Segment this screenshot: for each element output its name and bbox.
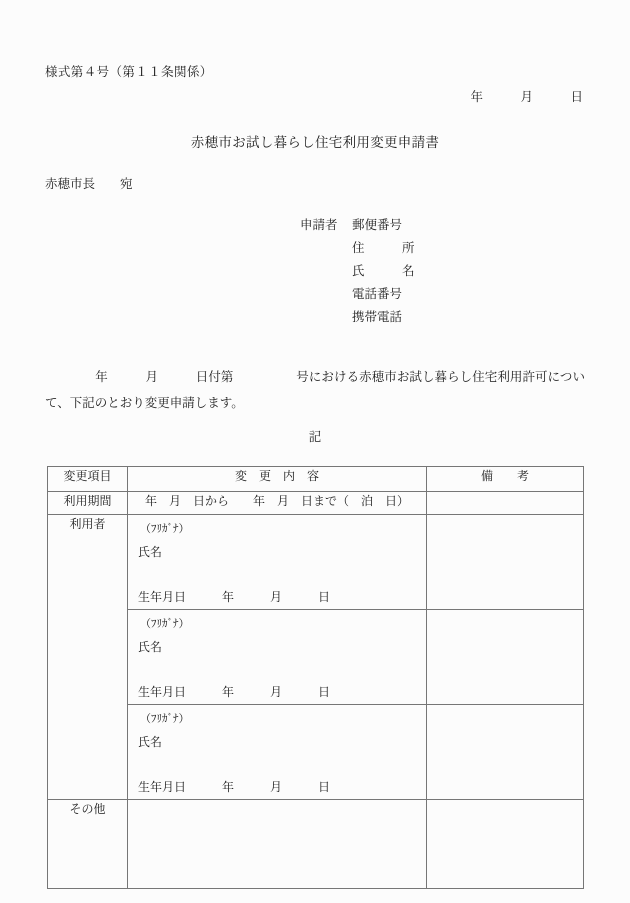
user-block-3[interactable] — [128, 705, 427, 800]
user-block-1[interactable] — [128, 515, 427, 610]
user-3-name-label: 氏名 — [138, 735, 163, 749]
user-block-2[interactable] — [128, 610, 427, 705]
table-row-users — [48, 515, 584, 610]
applicant-block — [300, 214, 415, 329]
page-title: 赤穂市お試し暮らし住宅利用変更申請書 — [190, 135, 440, 150]
applicant-label-spacer — [300, 306, 352, 329]
usage-period-detail[interactable]: 年 月 日から 年 月 日まで（ 泊 日） — [128, 492, 427, 515]
body-paragraph: 年 月 日付第 号における赤穂市お試し暮らし住宅利用許可について、下記のとおり変更申請します。 — [45, 370, 585, 410]
table-row-users — [48, 610, 584, 705]
applicant-row-address — [300, 237, 415, 260]
change-details-table — [47, 466, 584, 889]
usage-period-label: 利用期間 — [48, 492, 128, 515]
other-note[interactable] — [427, 800, 584, 889]
table-row-usage-period — [48, 492, 584, 515]
applicant-field-mobile: 携帯電話 — [352, 310, 403, 324]
user-3-furigana-label: （ﾌﾘｶﾞﾅ） — [140, 713, 190, 725]
user-2-furigana-label: （ﾌﾘｶﾞﾅ） — [140, 618, 190, 630]
user-1-furigana-label: （ﾌﾘｶﾞﾅ） — [140, 523, 190, 535]
user-3-note[interactable] — [427, 705, 584, 800]
applicant-field-address: 住 所 — [352, 241, 415, 255]
other-label: その他 — [48, 800, 128, 889]
user-1-birthdate-label: 生年月日 年 月 日 — [138, 590, 331, 604]
user-1-name-label: 氏名 — [138, 545, 163, 559]
usage-period-note[interactable] — [427, 492, 584, 515]
user-3-birthdate-label: 生年月日 年 月 日 — [138, 780, 331, 794]
user-2-name-label: 氏名 — [138, 640, 163, 654]
applicant-field-phone: 電話番号 — [352, 287, 403, 301]
applicant-row-mobile — [300, 306, 415, 329]
date-line: 年 月 日 — [470, 90, 583, 104]
form-number: 様式第４号（第１１条関係） — [45, 65, 213, 79]
user-1-note[interactable] — [427, 515, 584, 610]
applicant-field-postal-code: 郵便番号 — [352, 218, 403, 232]
applicant-label: 申請者 — [300, 218, 338, 232]
table-header-note: 備 考 — [427, 467, 584, 492]
table-row-users — [48, 705, 584, 800]
applicant-row-postal — [300, 214, 415, 237]
other-detail[interactable] — [128, 800, 427, 889]
table-header-detail: 変 更 内 容 — [128, 467, 427, 492]
user-2-note[interactable] — [427, 610, 584, 705]
ki-marker: 記 — [308, 430, 322, 444]
table-header-row — [48, 467, 584, 492]
applicant-row-phone — [300, 283, 415, 306]
applicant-label-spacer — [300, 283, 352, 306]
addressee: 赤穂市長 宛 — [45, 177, 133, 191]
applicant-field-name: 氏 名 — [352, 264, 415, 278]
table-header-item: 変更項目 — [48, 467, 128, 492]
applicant-label-spacer — [300, 237, 352, 260]
applicant-row-name — [300, 260, 415, 283]
table-row-other — [48, 800, 584, 889]
users-label: 利用者 — [48, 515, 128, 800]
user-2-birthdate-label: 生年月日 年 月 日 — [138, 685, 331, 699]
applicant-label-spacer — [300, 260, 352, 283]
